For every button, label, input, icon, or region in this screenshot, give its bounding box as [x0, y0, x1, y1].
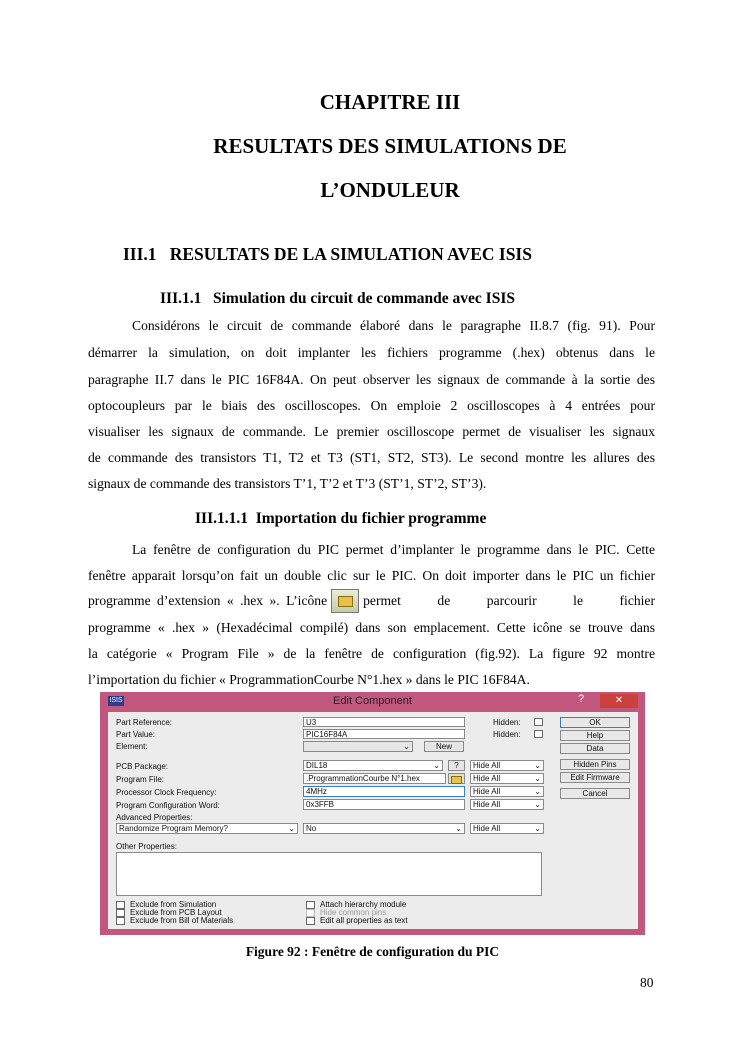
chevron-down-icon: ⌄: [534, 800, 541, 809]
new-element-button[interactable]: New: [424, 741, 464, 752]
section-title: RESULTATS DE LA SIMULATION AVEC ISIS: [169, 244, 532, 264]
paragraph-line: la catégorie « Program File » de la fenêtre de configuration (fig.92). La figure 92 montre: [88, 646, 655, 661]
hidden-label: Hidden:: [493, 718, 521, 727]
hide-all-select[interactable]: [470, 773, 544, 784]
edit-component-dialog: [100, 692, 645, 935]
hide-common-pins-checkbox[interactable]: [306, 909, 315, 917]
program-file-label: Program File:: [116, 775, 165, 784]
close-button[interactable]: ✕: [600, 694, 638, 708]
chevron-down-icon: ⌄: [433, 761, 440, 770]
paragraph-line-part: programme d’extension « .hex ». L’icône: [88, 593, 328, 608]
chevron-down-icon: ⌄: [534, 761, 541, 770]
hidden-pins-button[interactable]: Hidden Pins: [560, 759, 630, 770]
paragraph-line: de commande des transistors T1, T2 et T3 (ST1, ST2, ST3). Le second montre les allures des: [88, 450, 655, 465]
chapter-title-line3: L’ONDULEUR: [320, 178, 460, 202]
hidden-value-checkbox[interactable]: [534, 730, 543, 738]
paragraph-line: visualiser les signaux de commande. Le premier oscilloscope permet de visualiser les signaux: [88, 424, 655, 439]
edit-firmware-button[interactable]: Edit Firmware: [560, 772, 630, 783]
pcb-package-select[interactable]: [303, 760, 443, 771]
hide-all-select[interactable]: [470, 823, 544, 834]
chevron-down-icon: ⌄: [534, 787, 541, 796]
advanced-value-select[interactable]: [303, 823, 465, 834]
advanced-property-select[interactable]: [116, 823, 298, 834]
element-select[interactable]: [303, 741, 413, 752]
cancel-button[interactable]: Cancel: [560, 788, 630, 799]
subsubsection-heading: [195, 510, 486, 528]
paragraph-line: fenêtre apparait lorsqu’on fait un double clic sur le PIC. On doit importer dans le PIC un fichier: [88, 568, 655, 583]
ok-button[interactable]: OK: [560, 717, 630, 728]
advanced-value-value: No: [306, 824, 317, 833]
part-value-input[interactable]: PIC16F84A: [303, 729, 465, 739]
exclude-simulation-label: Exclude from Simulation: [130, 900, 217, 909]
chevron-down-icon: ⌄: [288, 824, 295, 833]
data-button[interactable]: Data: [560, 743, 630, 754]
chevron-down-icon: ⌄: [403, 742, 410, 751]
hidden-label: Hidden:: [493, 730, 521, 739]
paragraph-line-with-icon: [88, 590, 655, 612]
exclude-bom-label: Exclude from Bill of Materials: [130, 916, 234, 925]
section-number: III.1: [123, 244, 157, 264]
hide-common-pins-label: Hide common pins: [320, 908, 387, 917]
paragraph-line: optocoupleurs par le biais des oscilloscopes. On emploie 2 oscilloscopes à 4 entrées pour: [88, 398, 655, 413]
paragraph-line: programme « .hex » (Hexadécimal compilé) dans son emplacement. Cette icône se trouve dans: [88, 620, 655, 635]
hidden-reference-checkbox[interactable]: [534, 718, 543, 726]
pcb-package-value: DIL18: [306, 761, 328, 770]
figure-caption: Figure 92 : Fenêtre de configuration du PIC: [245, 944, 500, 959]
other-properties-label: Other Properties:: [116, 842, 177, 851]
part-reference-input[interactable]: U3: [303, 717, 465, 727]
clock-frequency-input[interactable]: 4MHz: [303, 786, 465, 797]
paragraph-line: l’importation du fichier « ProgrammationCourbe N°1.hex » dans le PIC 16F84A.: [88, 672, 530, 687]
subsection-heading: [160, 290, 515, 308]
chevron-down-icon: ⌄: [455, 824, 462, 833]
hide-all-select[interactable]: [470, 799, 544, 810]
element-label: Element:: [116, 742, 148, 751]
edit-all-properties-label: Edit all properties as text: [320, 916, 408, 925]
browse-folder-icon: [331, 589, 359, 613]
hide-all-select[interactable]: [470, 760, 544, 771]
advanced-properties-label: Advanced Properties:: [116, 813, 193, 822]
folder-icon: [451, 776, 462, 784]
subsection-number: III.1.1: [160, 290, 202, 307]
paragraph-line: Considérons le circuit de commande élaboré dans le paragraphe II.8.7 (fig. 91). Pour: [132, 318, 655, 333]
hide-all-value: Hide All: [473, 774, 501, 783]
isis-app-icon: ISIS: [109, 697, 123, 704]
config-word-label: Program Configuration Word:: [116, 801, 220, 810]
subsubsection-title: Importation du fichier programme: [255, 510, 487, 527]
page-number: 80: [640, 975, 654, 990]
dialog-client: [108, 712, 638, 929]
package-help-button[interactable]: ?: [448, 760, 465, 771]
chapter-title-line1: CHAPITRE III: [319, 90, 461, 114]
hide-all-value: Hide All: [473, 800, 501, 809]
hide-all-value: Hide All: [473, 824, 501, 833]
attach-hierarchy-checkbox[interactable]: [306, 901, 315, 909]
help-button[interactable]: Help: [560, 730, 630, 741]
help-icon[interactable]: ?: [578, 693, 585, 705]
attach-hierarchy-label: Attach hierarchy module: [320, 900, 407, 909]
paragraph-line: signaux de commande des transistors T’1, T’2 et T’3 (ST’1, ST’2, ST’3).: [88, 476, 487, 491]
subsection-title: Simulation du circuit de commande avec ISIS: [212, 290, 515, 307]
clock-frequency-label: Processor Clock Frequency:: [116, 788, 217, 797]
hide-all-select[interactable]: [470, 786, 544, 797]
browse-folder-button[interactable]: [448, 773, 465, 784]
subsubsection-number: III.1.1.1: [195, 510, 248, 527]
part-reference-label: Part Reference:: [116, 718, 173, 727]
exclude-pcb-checkbox[interactable]: [116, 909, 125, 917]
exclude-pcb-label: Exclude from PCB Layout: [130, 908, 222, 917]
section-heading: [123, 244, 532, 265]
hide-all-value: Hide All: [473, 787, 501, 796]
other-properties-textarea[interactable]: [116, 852, 542, 896]
exclude-bom-checkbox[interactable]: [116, 917, 125, 925]
advanced-property-value: Randomize Program Memory?: [119, 824, 228, 833]
program-file-input[interactable]: .ProgrammationCourbe N°1.hex: [303, 773, 446, 784]
exclude-simulation-checkbox[interactable]: [116, 901, 125, 909]
paragraph-line: paragraphe II.7 dans le PIC 16F84A. On peut observer les signaux de commande à la sortie des: [88, 372, 655, 387]
chevron-down-icon: ⌄: [534, 824, 541, 833]
pcb-package-label: PCB Package:: [116, 762, 169, 771]
edit-all-properties-checkbox[interactable]: [306, 917, 315, 925]
hide-all-value: Hide All: [473, 761, 501, 770]
chevron-down-icon: ⌄: [534, 774, 541, 783]
paragraph-line-part: permet de parcourir le fichier: [363, 593, 655, 608]
paragraph-line: démarrer la simulation, on doit implanter les fichiers programme (.hex) obtenus dans le: [88, 345, 655, 360]
paragraph-line: La fenêtre de configuration du PIC permet d’implanter le programme dans le PIC. Cette: [132, 542, 655, 557]
chapter-title-line2: RESULTATS DES SIMULATIONS DE: [213, 134, 567, 158]
dialog-title: Edit Component: [333, 695, 412, 707]
part-value-label: Part Value:: [116, 730, 155, 739]
config-word-input[interactable]: 0x3FFB: [303, 799, 465, 810]
